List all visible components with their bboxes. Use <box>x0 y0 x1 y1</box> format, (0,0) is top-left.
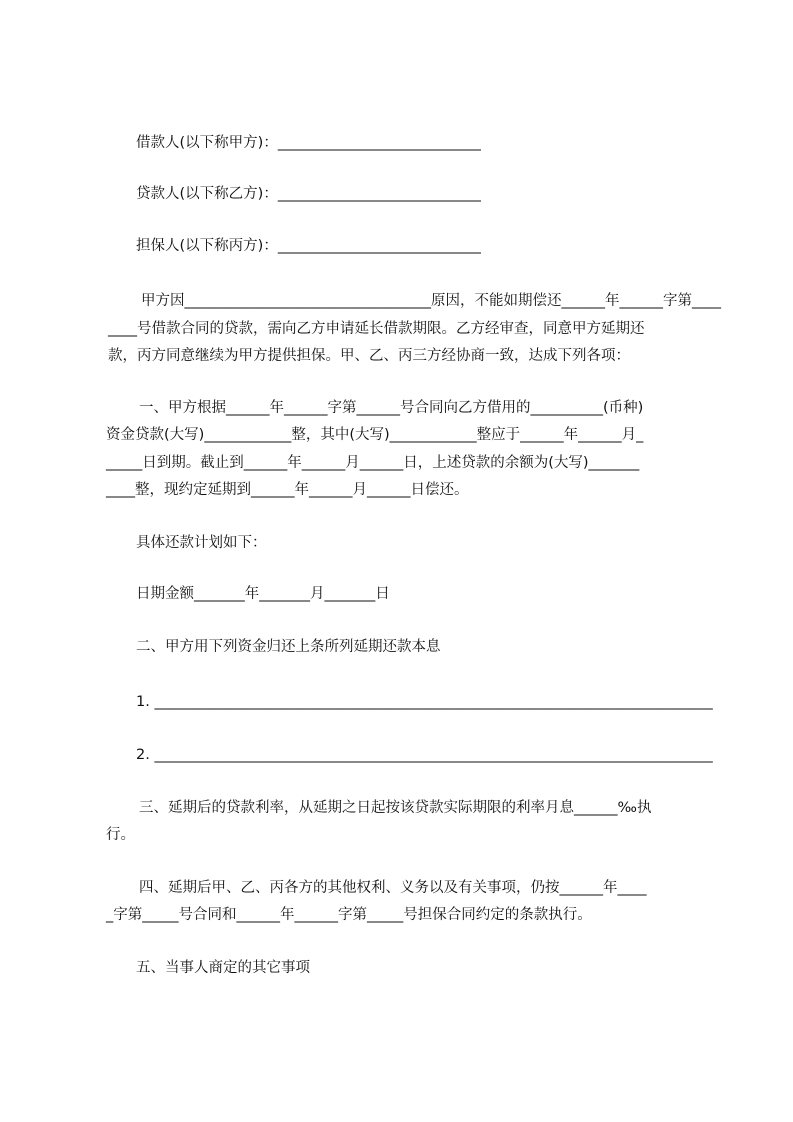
clause2-item-2: 2. _____________________________________________________________________________ <box>136 747 713 763</box>
intro-line-2: ____号借款合同的贷款，需向乙方申请延长借款期限。乙方经审查，同意甲方延期还 <box>108 321 645 337</box>
clause4-line-2: _字第_____号合同和______年______字第_____号担保合同约定的条款执行。 <box>106 907 592 923</box>
clause1-line-3: _____日到期。截止到______年______月______日，上述贷款的余额为(大写)_______ <box>106 455 640 471</box>
intro-line-3: 款，丙方同意继续为甲方提供担保。甲、乙、丙三方经协商一致，达成下列各项： <box>108 348 630 364</box>
clause5-title: 五、当事人商定的其它事项 <box>136 960 310 976</box>
plan-row: 日期金额_______年_______月_______日 <box>136 586 390 602</box>
clause4-line-1: 四、延期后甲、乙、丙各方的其他权利、义务以及有关事项，仍按______年____ <box>139 880 647 896</box>
intro-line-1: 甲方因__________________________________原因，不能如期偿还______年______字第____ <box>141 293 721 309</box>
clause1-line-2: 资金贷款(大写)____________整，其中(大写)____________整应于______年______月_ <box>106 427 644 443</box>
plan-title: 具体还款计划如下： <box>136 535 267 551</box>
party-c-line: 担保人(以下称丙方)：____________________________ <box>136 238 481 254</box>
clause1-line-4: ____整，现约定延期到______年______月______日偿还。 <box>106 482 469 498</box>
clause3-line-2: 行。 <box>106 827 135 843</box>
party-a-line: 借款人(以下称甲方)：____________________________ <box>136 135 481 151</box>
clause2-item-1: 1. _____________________________________________________________________________ <box>136 694 713 710</box>
party-b-line: 贷款人(以下称乙方)：____________________________ <box>136 186 481 202</box>
clause1-line-1: 一、甲方根据______年______字第______号合同向乙方借用的__________(币种) <box>139 400 644 416</box>
clause2-title: 二、甲方用下列资金归还上条所列延期还款本息 <box>136 639 441 655</box>
clause3-line-1: 三、延期后的贷款利率，从延期之日起按该贷款实际期限的利率月息______‰执 <box>139 800 652 816</box>
